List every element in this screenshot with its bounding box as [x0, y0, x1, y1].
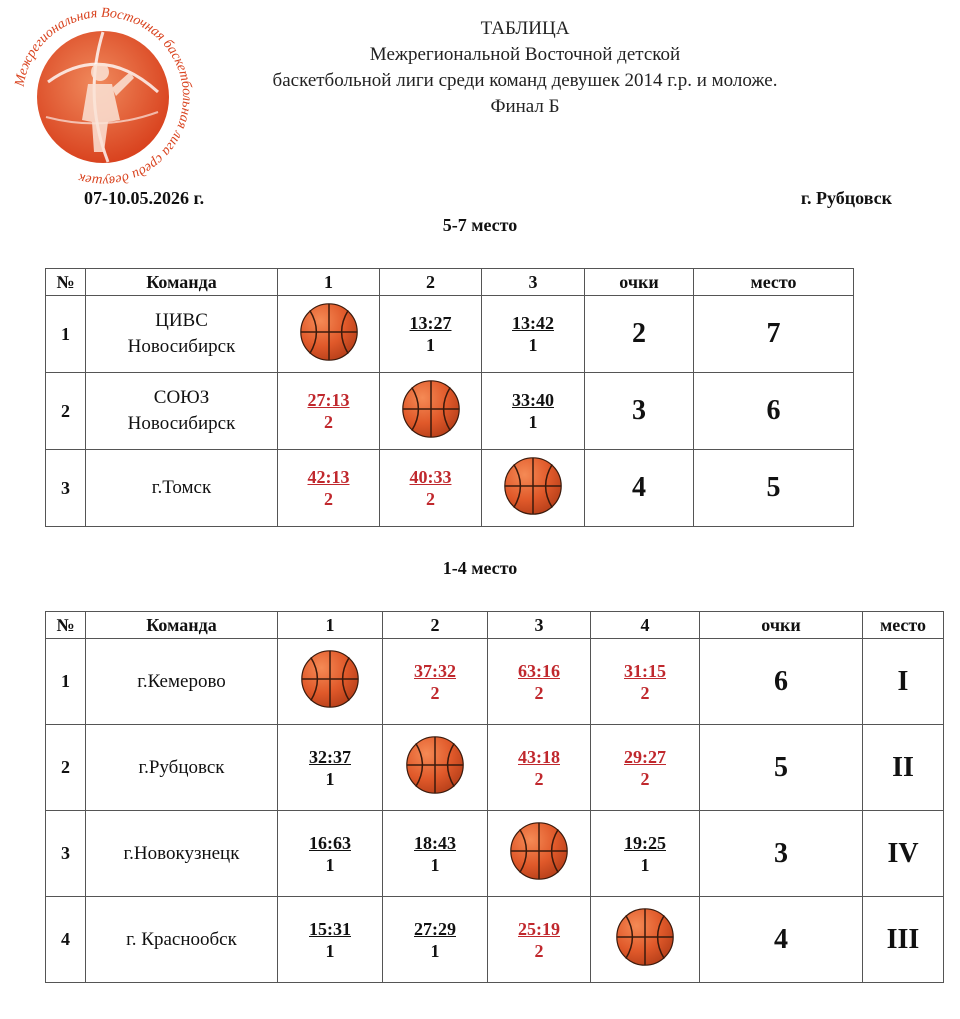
row-number: 1 [46, 639, 86, 725]
row-number: 3 [46, 811, 86, 897]
match-points: 2 [324, 412, 333, 432]
final-place: 7 [694, 296, 854, 373]
match-points: 1 [430, 940, 440, 961]
group1-standings-table [45, 268, 854, 527]
document-header [200, 16, 850, 120]
table-header-row [46, 612, 944, 639]
team-name [86, 450, 278, 527]
match-score: 63:16 [518, 660, 560, 681]
points-total: 2 [585, 296, 694, 373]
column-header: № [46, 269, 86, 296]
match-result [591, 832, 699, 876]
match-result [482, 312, 584, 356]
team-name [86, 296, 278, 373]
result-cell [482, 373, 585, 450]
match-points: 1 [325, 854, 335, 875]
team-name-line: СОЮЗ [153, 387, 210, 408]
match-score: 31:15 [624, 660, 666, 681]
basketball-icon [503, 456, 563, 521]
result-cell [380, 296, 482, 373]
result-cell [278, 450, 380, 527]
table-row [46, 373, 854, 450]
tournament-dates: 07-10.05.2026 г. [84, 188, 205, 208]
final-place: 6 [694, 373, 854, 450]
match-points: 2 [534, 682, 544, 703]
basketball-icon [401, 379, 461, 444]
column-header: 2 [380, 269, 482, 296]
team-name: г.Новокузнецк [86, 811, 278, 897]
result-cell [591, 811, 700, 897]
match-score: 42:13 [307, 467, 350, 487]
match-result [278, 466, 379, 510]
result-cell [380, 450, 482, 527]
match-points: 1 [528, 412, 538, 432]
row-number: 1 [46, 296, 86, 373]
points-total: 5 [700, 725, 863, 811]
group2-standings-table [45, 611, 944, 983]
points-total: 3 [585, 373, 694, 450]
team-name [86, 373, 278, 450]
match-score: 13:27 [409, 313, 452, 333]
result-cell [380, 373, 482, 450]
column-header: 3 [482, 269, 585, 296]
match-score: 27:13 [307, 390, 350, 410]
group2-title: 1-4 место [442, 558, 518, 578]
column-header: место [863, 612, 944, 639]
result-cell [278, 373, 380, 450]
result-cell [278, 811, 383, 897]
result-cell [383, 811, 488, 897]
match-points: 2 [640, 682, 650, 703]
column-header: 3 [488, 612, 591, 639]
match-result [591, 660, 699, 704]
table-row [46, 296, 854, 373]
league-logo [8, 2, 198, 192]
match-score: 13:42 [512, 313, 554, 333]
match-result [380, 312, 481, 356]
result-cell [591, 725, 700, 811]
match-points: 2 [324, 489, 333, 509]
column-header: очки [700, 612, 863, 639]
team-name: г.Кемерово [86, 639, 278, 725]
basketball-icon [615, 907, 675, 972]
match-score: 33:40 [512, 390, 554, 410]
match-score: 18:43 [414, 832, 456, 853]
points-total: 4 [700, 897, 863, 983]
match-result [278, 389, 379, 433]
match-score: 37:32 [414, 660, 456, 681]
row-number: 2 [46, 373, 86, 450]
basketball-icon [405, 735, 465, 800]
team-name: г.Рубцовск [86, 725, 278, 811]
match-result [383, 832, 487, 876]
match-points: 2 [534, 940, 544, 961]
team-name-line: ЦИВС [155, 310, 208, 331]
match-score: 15:31 [309, 918, 351, 939]
match-score: 32:37 [309, 746, 351, 767]
match-score: 19:25 [624, 832, 666, 853]
table-row [46, 639, 944, 725]
points-total: 3 [700, 811, 863, 897]
final-place: IV [863, 811, 944, 897]
match-result [383, 918, 487, 962]
group1-title: 5-7 место [442, 215, 518, 235]
table-row [46, 725, 944, 811]
final-place: I [863, 639, 944, 725]
final-place: 5 [694, 450, 854, 527]
tournament-city: г. Рубцовск [800, 188, 892, 208]
match-points: 2 [430, 682, 440, 703]
result-cell [383, 897, 488, 983]
match-result [278, 832, 382, 876]
header-line-4: Финал Б [490, 96, 560, 117]
header-line-2: Межрегиональной Восточной детской [369, 44, 681, 65]
match-score: 27:29 [414, 918, 456, 939]
logo-ring-text: Межрегиональная Восточная баскетбольная лига среди девушек [12, 5, 195, 189]
match-points: 1 [430, 854, 440, 875]
result-cell [482, 296, 585, 373]
match-points: 1 [426, 335, 435, 355]
match-score: 25:19 [518, 918, 560, 939]
result-cell [383, 639, 488, 725]
match-points: 2 [426, 489, 435, 509]
result-cell [278, 296, 380, 373]
match-result [278, 746, 382, 790]
match-points: 2 [534, 768, 544, 789]
column-header: очки [585, 269, 694, 296]
match-result [591, 746, 699, 790]
table-header-row [46, 269, 854, 296]
header-line-3: баскетбольной лиги среди команд девушек 2014 г.р. и моложе. [272, 70, 778, 91]
match-result [278, 918, 382, 962]
table-row [46, 450, 854, 527]
column-header: 2 [383, 612, 488, 639]
result-cell [591, 897, 700, 983]
column-header: 1 [278, 269, 380, 296]
match-result [482, 389, 584, 433]
column-header: Команда [86, 269, 278, 296]
table-row [46, 811, 944, 897]
points-total: 4 [585, 450, 694, 527]
match-result [488, 660, 590, 704]
match-points: 1 [528, 335, 538, 355]
basketball-icon [509, 821, 569, 886]
basketball-icon [300, 649, 360, 714]
result-cell [482, 450, 585, 527]
match-points: 1 [325, 940, 335, 961]
match-points: 1 [325, 768, 335, 789]
match-result [488, 746, 590, 790]
final-place: III [863, 897, 944, 983]
result-cell [488, 897, 591, 983]
match-score: 29:27 [624, 746, 666, 767]
team-name-line: г.Томск [151, 477, 212, 498]
team-city-line: Новосибирск [127, 413, 236, 434]
column-header: Команда [86, 612, 278, 639]
column-header: место [694, 269, 854, 296]
table-row [46, 897, 944, 983]
result-cell [488, 725, 591, 811]
match-score: 16:63 [309, 832, 351, 853]
result-cell [278, 725, 383, 811]
team-name: г. Краснообск [86, 897, 278, 983]
result-cell [383, 725, 488, 811]
match-points: 1 [640, 854, 650, 875]
match-result [383, 660, 487, 704]
result-cell [278, 897, 383, 983]
header-title: ТАБЛИЦА [480, 18, 570, 39]
row-number: 3 [46, 450, 86, 527]
match-score: 40:33 [409, 467, 452, 487]
result-cell [278, 639, 383, 725]
basketball-icon [299, 302, 359, 367]
row-number: 2 [46, 725, 86, 811]
team-city-line: Новосибирск [127, 336, 236, 357]
result-cell [488, 811, 591, 897]
result-cell [591, 639, 700, 725]
row-number: 4 [46, 897, 86, 983]
result-cell [488, 639, 591, 725]
match-result [488, 918, 590, 962]
final-place: II [863, 725, 944, 811]
match-result [380, 466, 481, 510]
match-points: 2 [640, 768, 650, 789]
column-header: № [46, 612, 86, 639]
points-total: 6 [700, 639, 863, 725]
match-score: 43:18 [518, 746, 560, 767]
column-header: 4 [591, 612, 700, 639]
column-header: 1 [278, 612, 383, 639]
